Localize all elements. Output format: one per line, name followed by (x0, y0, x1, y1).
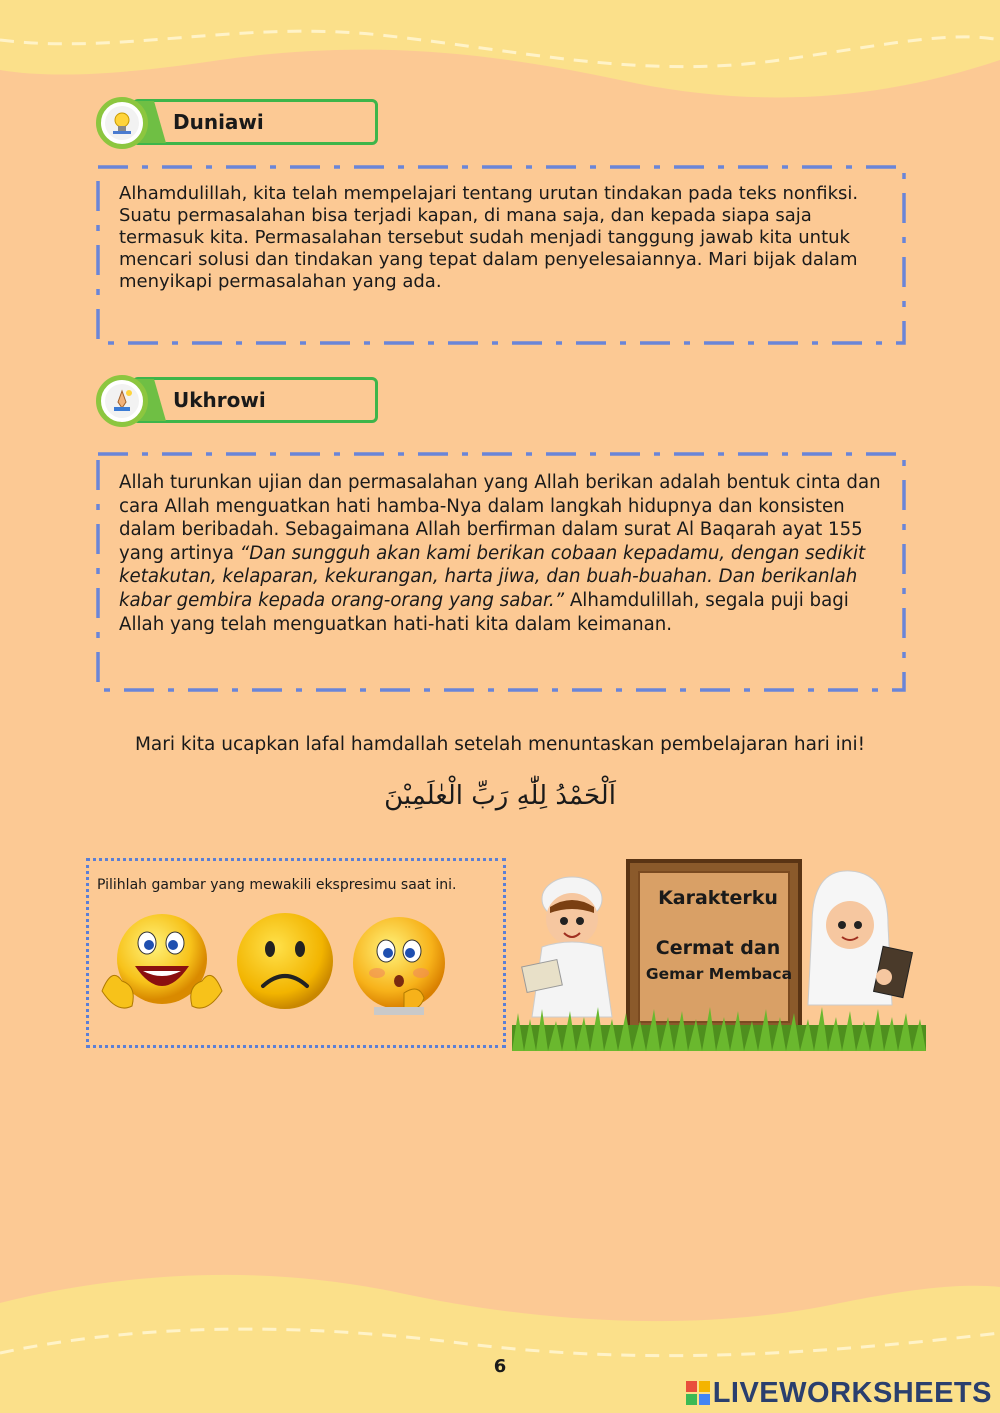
emoji-prompt: Pilihlah gambar yang mewakili ekspresimu saat ini. (97, 877, 457, 893)
ukhrowi-text-box (96, 452, 906, 692)
section-tab-duniawi (96, 97, 382, 149)
praying-hands-icon (96, 375, 148, 427)
quran-quote: “Dan sungguh akan kami berikan cobaan kepadamu, dengan sedikit ketakutan, kelaparan, kekurangan, harta jiwa, dan buah-buahan. Dan berikanlah kabar gembira kepada orang-orang yang sabar.” (119, 542, 866, 611)
sad-emoji[interactable] (235, 911, 335, 1011)
section-tab-ukhrowi (96, 375, 382, 427)
expression-selection-box (86, 858, 506, 1048)
grass-decoration (512, 1005, 926, 1051)
duniawi-paragraph: Alhamdulillah, kita telah mempelajari tentang urutan tindakan pada teks nonfiksi. Suatu permasalahan bisa terjadi kapan, di mana saja, dan kepada siapa saja termasuk kita. Permasalahan tersebut sudah menjadi tanggung jawab kita untuk mencari solusi dan tindakan yang tepat dalam penyelesaiannya. Mari bijak dalam menyikapi permasalahan yang ada. (119, 183, 859, 292)
closing-instruction: Mari kita ucapkan lafal hamdallah setelah menuntaskan pembelajaran hari ini! (134, 734, 866, 755)
karakter-illustration (512, 855, 926, 1051)
ukhrowi-paragraph (119, 471, 891, 636)
brand-text: LIVEWORKSHEETS (712, 1376, 992, 1409)
ukhrowi-text-before: Allah turunkan ujian dan permasalahan yang Allah berikan adalah bentuk cinta dan cara Allah menguatkan hati hamba-Nya dalam langkah hidupnya dan konsisten dalam beribadah. Sebagaimana Allah berfirman dalam surat Al Baqarah ayat 155 yang artinya (119, 472, 881, 564)
hamdalah-arabic (330, 770, 670, 820)
ukhrowi-text-after: Alhamdulillah, segala puji bagi Allah yang telah menguatkan hati-hati kita dalam keimanan. (119, 589, 849, 635)
section-title: Ukhrowi (173, 388, 266, 412)
karakter-line-2: Gemar Membaca (645, 965, 793, 983)
page-number: 6 (493, 1356, 507, 1377)
thinking-emoji[interactable] (349, 915, 449, 1019)
happy-thumbs-up-emoji[interactable] (97, 911, 227, 1021)
duniawi-text-box (96, 165, 906, 345)
karakter-line-1: Cermat dan (655, 937, 781, 959)
hamdalah-text: اَلْحَمْدُ لِلّٰهِ رَبِّ الْعٰلَمِيْنَ (384, 781, 616, 811)
liveworksheets-brand[interactable] (685, 1376, 992, 1410)
karakter-title: Karakterku (658, 887, 778, 909)
liveworksheets-logo-icon (685, 1380, 711, 1406)
lightbulb-icon (96, 97, 148, 149)
section-title: Duniawi (173, 110, 264, 134)
